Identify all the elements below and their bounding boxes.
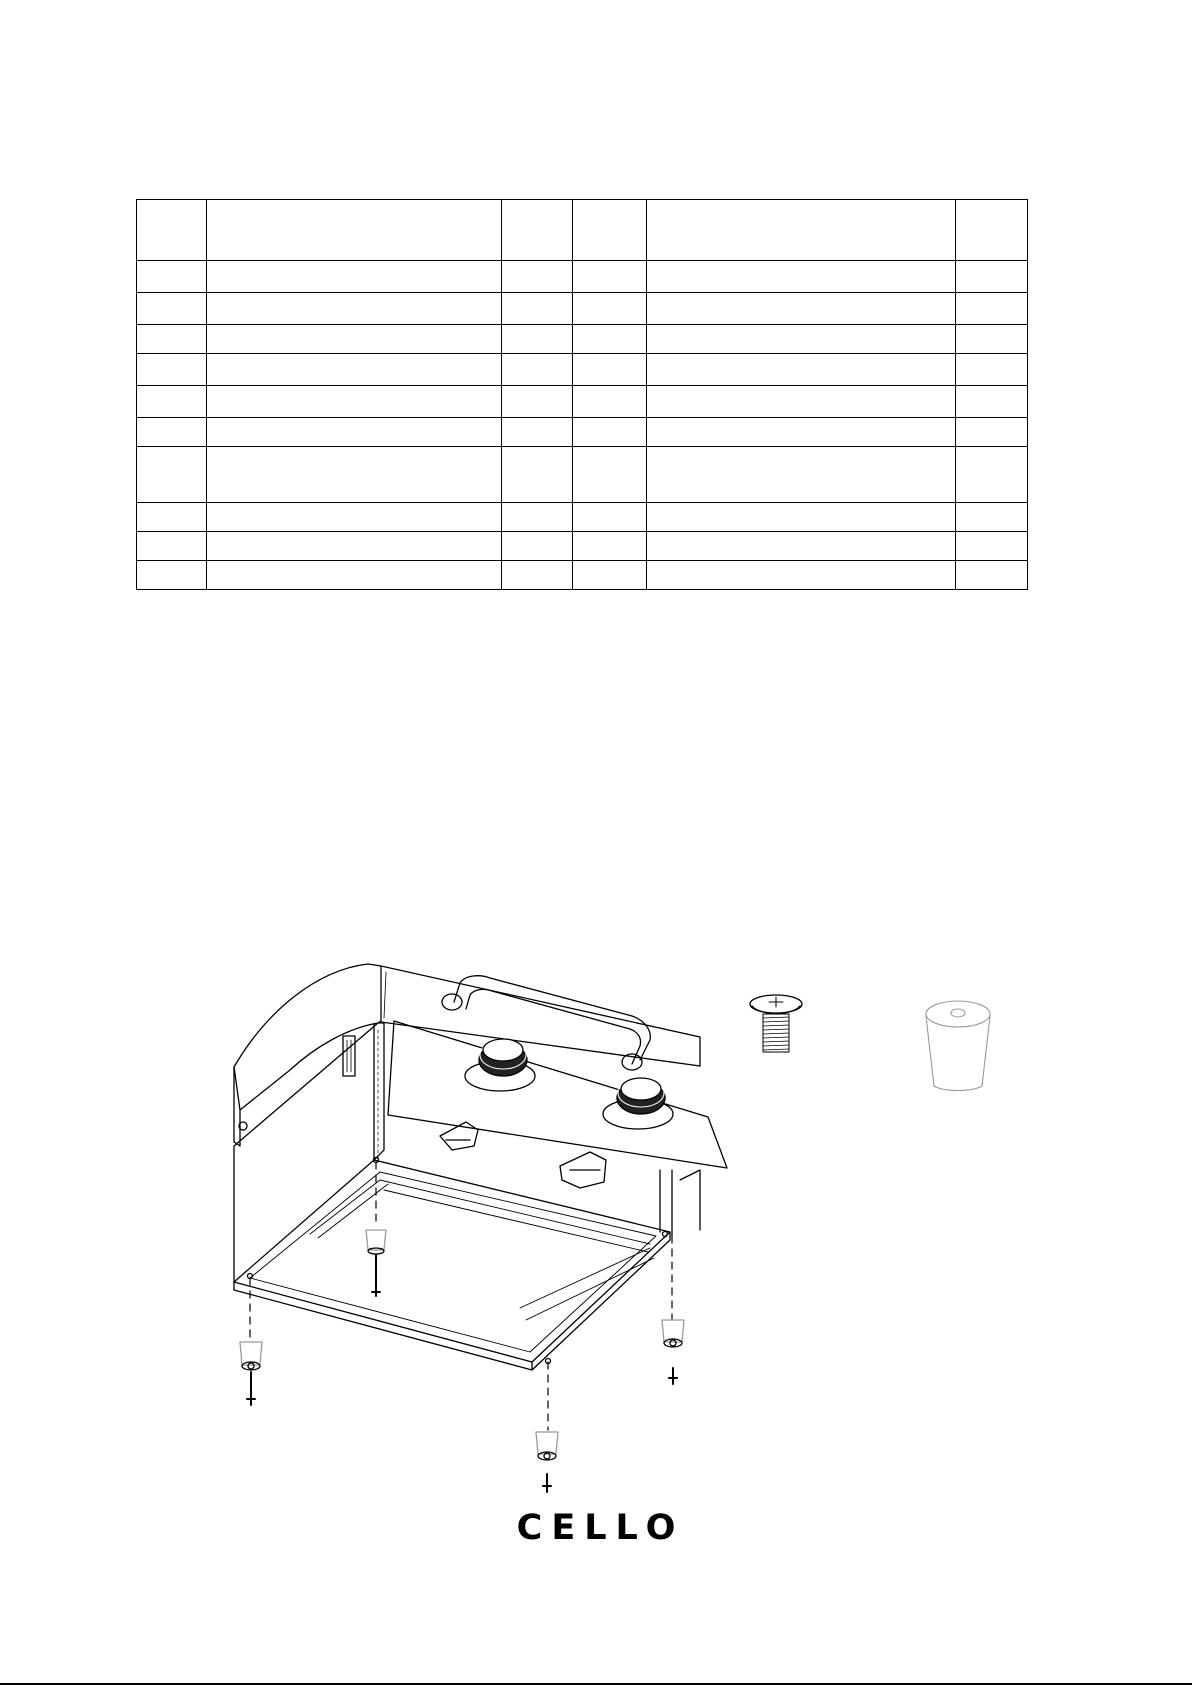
control-knob-right [603, 1078, 673, 1129]
control-knob-left [465, 1039, 535, 1091]
lid-hinge [343, 1036, 355, 1076]
foot-right [662, 1320, 684, 1384]
brand-logo: CELLO [516, 1508, 685, 1548]
control-panel [388, 1021, 727, 1168]
rubber-foot-part [926, 1001, 990, 1091]
foot-rear-left [366, 1230, 386, 1296]
grill-lid [234, 964, 381, 1110]
grill-body [234, 964, 727, 1370]
valve-left [440, 1122, 478, 1150]
back-panel [381, 966, 700, 1066]
assembly-guide-lines [250, 1162, 672, 1430]
valve-right [560, 1152, 606, 1188]
side-wall [234, 1023, 384, 1282]
foot-front [536, 1432, 558, 1492]
inner-rails [310, 1180, 654, 1320]
foot-front-left [240, 1342, 262, 1405]
screw-part [750, 995, 802, 1052]
